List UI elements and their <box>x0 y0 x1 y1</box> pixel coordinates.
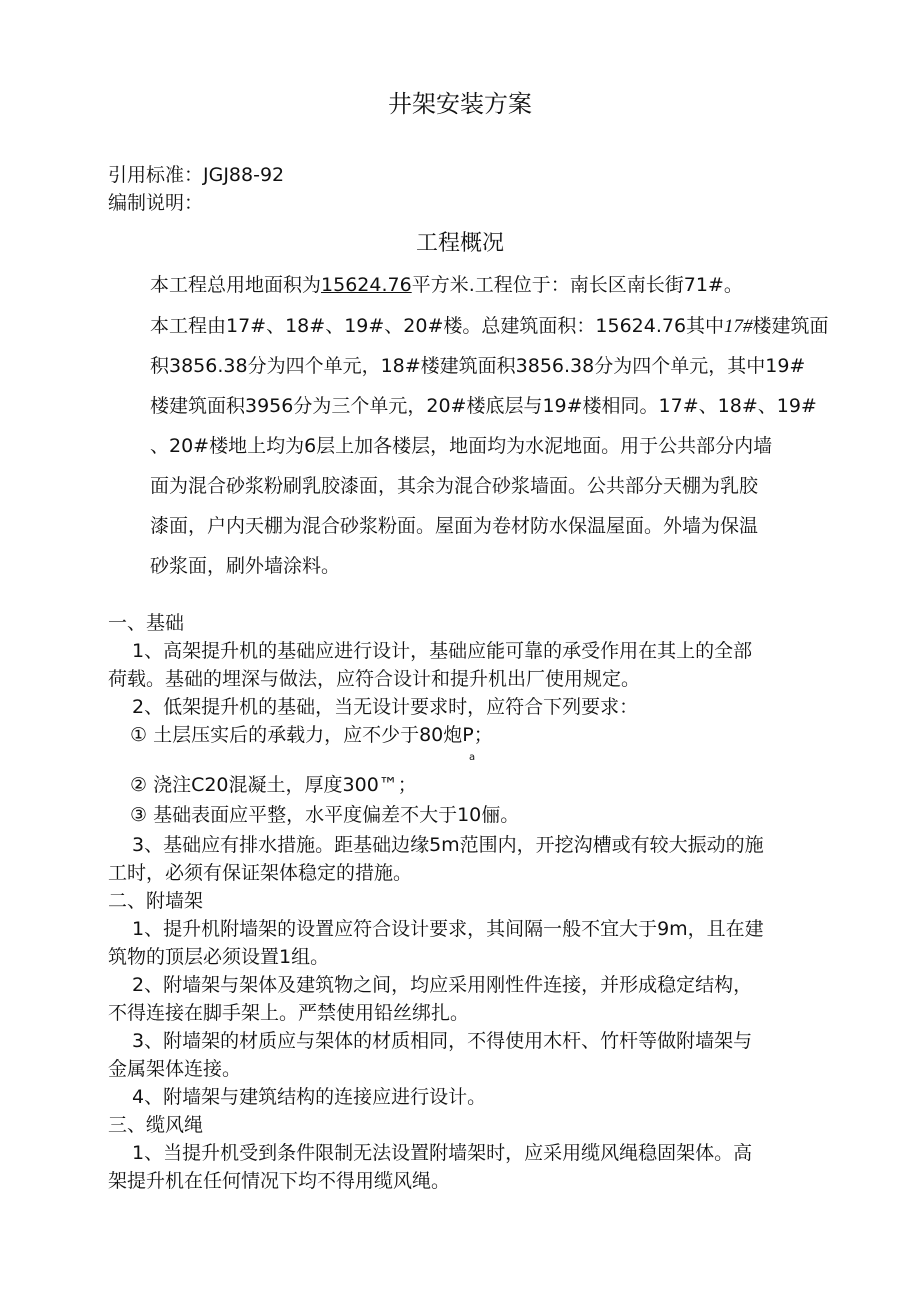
section-heading-foundation: 一、基础 <box>108 612 185 634</box>
wall-tie-item-2-cont: 不得连接在脚手架上。严禁使用铅丝绑扎。 <box>108 1002 470 1024</box>
foundation-requirement-3: ③ 基础表面应平整，水平度偏差不大于10俪。 <box>130 804 520 826</box>
overview-text: 本工程由17#、18#、19#、20#楼。总建筑面积：15624.76其中 <box>150 315 725 337</box>
overview-paragraph-2-line: 积3856.38分为四个单元，18#楼建筑面积3856.38分为四个单元，其中19# <box>150 355 806 377</box>
overview-paragraph-2-line: 楼建筑面积3956分为三个单元，20#楼底层与19#楼相同。17#、18#、19# <box>150 395 817 417</box>
foundation-item-3-cont: 工时，必须有保证架体稳定的措施。 <box>108 862 413 884</box>
overview-paragraph-2-line: 砂浆面，刷外墙涂料。 <box>150 555 341 577</box>
overview-paragraph-2-line: 面为混合砂浆粉刷乳胶漆面，其余为混合砂浆墙面。公共部分天棚为乳胶 <box>150 475 759 497</box>
overview-text: 本工程总用地面积为 <box>150 274 322 296</box>
foundation-item-3: 3、基础应有排水措施。距基础边缘5m范围内，开挖沟槽或有较大振动的施 <box>132 834 764 856</box>
editorial-note: 编制说明： <box>108 192 204 214</box>
building-number: 17# <box>724 316 753 337</box>
wall-tie-item-3-cont: 金属架体连接。 <box>108 1058 242 1080</box>
overview-paragraph-2-line <box>150 311 829 338</box>
foundation-item-1-cont: 荷载。基础的埋深与做法，应符合设计和提升机出厂使用规定。 <box>108 668 641 690</box>
wall-tie-item-1: 1、提升机附墙架的设置应符合设计要求，其间隔一般不宜大于9m，且在建 <box>132 918 764 940</box>
section-heading-guy-ropes: 三、缆风绳 <box>108 1114 204 1136</box>
overview-paragraph-2-line: 、20#楼地上均为6层上加各楼层，地面均为水泥地面。用于公共部分内墙 <box>150 435 773 457</box>
foundation-item-1: 1、高架提升机的基础应进行设计，基础应能可靠的承受作用在其上的全部 <box>132 640 753 662</box>
wall-tie-item-2: 2、附墙架与架体及建筑物之间，均应采用刚性件连接，并形成稳定结构， <box>132 974 753 996</box>
total-area-value: 15624.76 <box>321 274 412 296</box>
wall-tie-item-1-cont: 筑物的顶层必须设置1组。 <box>108 946 330 968</box>
overview-text: 平方米.工程位于：南长区南长街71#。 <box>411 274 743 296</box>
guy-rope-item-1-cont: 架提升机在任何情况下均不得用缆风绳。 <box>108 1170 451 1192</box>
overview-text: 楼建筑面 <box>752 315 829 337</box>
overview-heading: 工程概况 <box>415 231 504 256</box>
reference-standard: 引用标准：JGJ88-92 <box>108 164 285 186</box>
section-heading-wall-ties: 二、附墙架 <box>108 890 204 912</box>
guy-rope-item-1: 1、当提升机受到条件限制无法设置附墙架时，应采用缆风绳稳固架体。高 <box>132 1142 753 1164</box>
overview-paragraph-2-line: 漆面，户内天棚为混合砂浆粉面。屋面为卷材防水保温屋面。外墙为保温 <box>150 515 759 537</box>
foundation-item-2: 2、低架提升机的基础，当无设计要求时，应符合下列要求： <box>132 696 639 718</box>
foundation-requirement-2: ② 浇注C20混凝土，厚度300™； <box>130 774 417 796</box>
wall-tie-item-3: 3、附墙架的材质应与架体的材质相同，不得使用木杆、竹杆等做附墙架与 <box>132 1030 753 1052</box>
foundation-requirement-1: ① 土层压实后的承载力，应不少于80炮P； <box>130 724 493 746</box>
document-title: 井架安装方案 <box>388 90 532 118</box>
stray-subscript: a <box>469 752 476 763</box>
wall-tie-item-4: 4、附墙架与建筑结构的连接应进行设计。 <box>132 1086 487 1108</box>
overview-paragraph-1 <box>150 270 743 297</box>
